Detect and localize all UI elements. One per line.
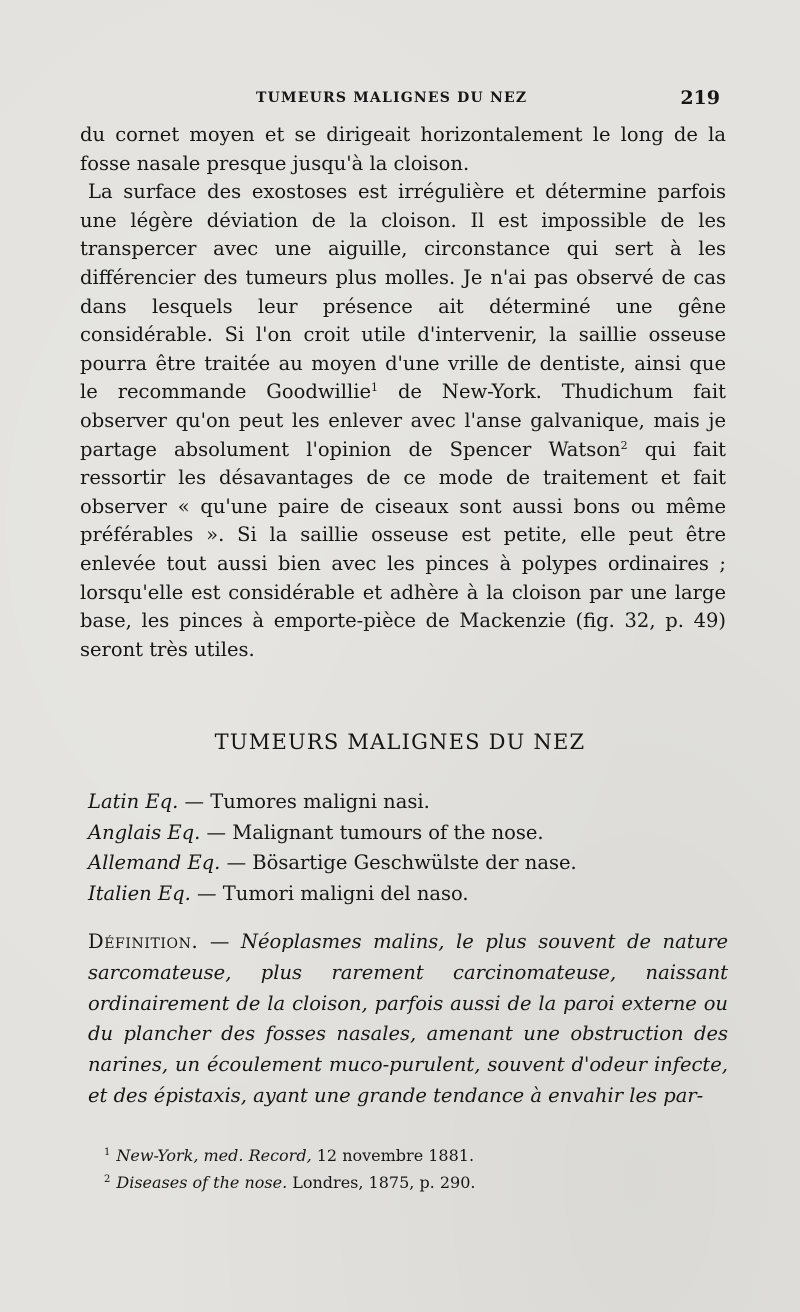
equivalent-english: [88, 818, 728, 849]
footnote-details: 12 novembre 1881.: [311, 1146, 475, 1165]
definition-paragraph: [88, 927, 728, 1112]
footnote-source: Diseases of the nose.: [116, 1173, 288, 1192]
definition-dash: —: [198, 930, 241, 953]
footnote-ref-1: 1: [371, 381, 379, 395]
footnote-1: [104, 1141, 704, 1168]
equivalent-term: — Tumori maligni del naso.: [190, 881, 469, 905]
equivalent-language: Latin Eq.: [88, 790, 179, 813]
paragraph-exostoses: [80, 178, 726, 664]
page-header: [80, 87, 720, 116]
paragraph-text: de New-York. Thudichum fait observer qu'on peut les enlever avec l'anse galvanique, mais je partage absolument l'opinion de Spencer Watson: [80, 380, 726, 461]
footnote-ref-2: 2: [620, 438, 628, 452]
equivalent-german: [88, 848, 728, 879]
paragraph-continuation: du cornet moyen et se dirigeait horizontalement le long de la fosse nasale presque jusqu'à la cloison.: [80, 123, 726, 175]
equivalent-language: Anglais Eq.: [88, 820, 201, 844]
definition-label: Définition.: [88, 930, 199, 953]
footnotes: [104, 1141, 704, 1195]
footnote-source: New-York, med. Record,: [116, 1146, 312, 1165]
equivalent-italian: [88, 879, 728, 910]
equivalent-term: — Bösartige Geschwülste der nase.: [220, 851, 577, 874]
footnote-details: Londres, 1875, p. 290.: [287, 1173, 476, 1192]
paragraph-text: La surface des exostoses est irrégulière et détermine parfois une légère déviation de la cloison. Il est impossible de les transpercer avec une aiguille, circonstance qui sert à les différencier des tumeurs plus molles. Je n'ai pas observé de cas dans lesquels leur présence ait déterminé une gêne considérable. Si l'on croit utile d'intervenir, la saillie osseuse pourra être traitée au moyen d'une vrille de dentiste, ainsi que le recommande Goodwillie: [80, 180, 726, 404]
equivalent-term: — Malignant tumours of the nose.: [200, 820, 544, 844]
equivalents-list: [88, 787, 728, 909]
equivalent-latin: [88, 787, 728, 818]
definition-text: Néoplasmes malins, le plus souvent de nature sarcomateuse, plus rarement carcinomateuse, naissant ordinairement de la cloison, parfois aussi de la paroi externe ou du plancher des fosses nasales, amenant une obstruction des narines, un écoulement muco-purulent, souvent d'odeur infecte, et des épistaxis, ayant une grande tendance à envahir les par-: [88, 930, 728, 1107]
footnote-mark: 2: [104, 1174, 111, 1185]
running-head: TUMEURS MALIGNES DU NEZ: [256, 90, 528, 106]
body-text: [80, 121, 726, 664]
equivalent-language: Italien Eq.: [88, 881, 191, 905]
footnote-mark: 1: [104, 1147, 111, 1158]
equivalent-language: Allemand Eq.: [88, 851, 221, 874]
page-number: 219: [680, 87, 720, 109]
section-title: TUMEURS MALIGNES DU NEZ: [214, 730, 586, 754]
paragraph-text: qui fait ressortir les désavantages de ce mode de traitement et fait observer « qu'une paire de ciseaux sont aussi bons ou même préférables ». Si la saillie osseuse est petite, elle peut être enlevée tout aussi bien avec les pinces à polypes ordinaires ; lorsqu'elle est considérable et adhère à la cloison par une large base, les pinces à emporte-pièce de Mackenzie (fig. 32, p. 49) seront très utiles.: [80, 437, 726, 661]
equivalent-term: — Tumores maligni nasi.: [178, 790, 430, 813]
footnote-2: [104, 1168, 704, 1195]
